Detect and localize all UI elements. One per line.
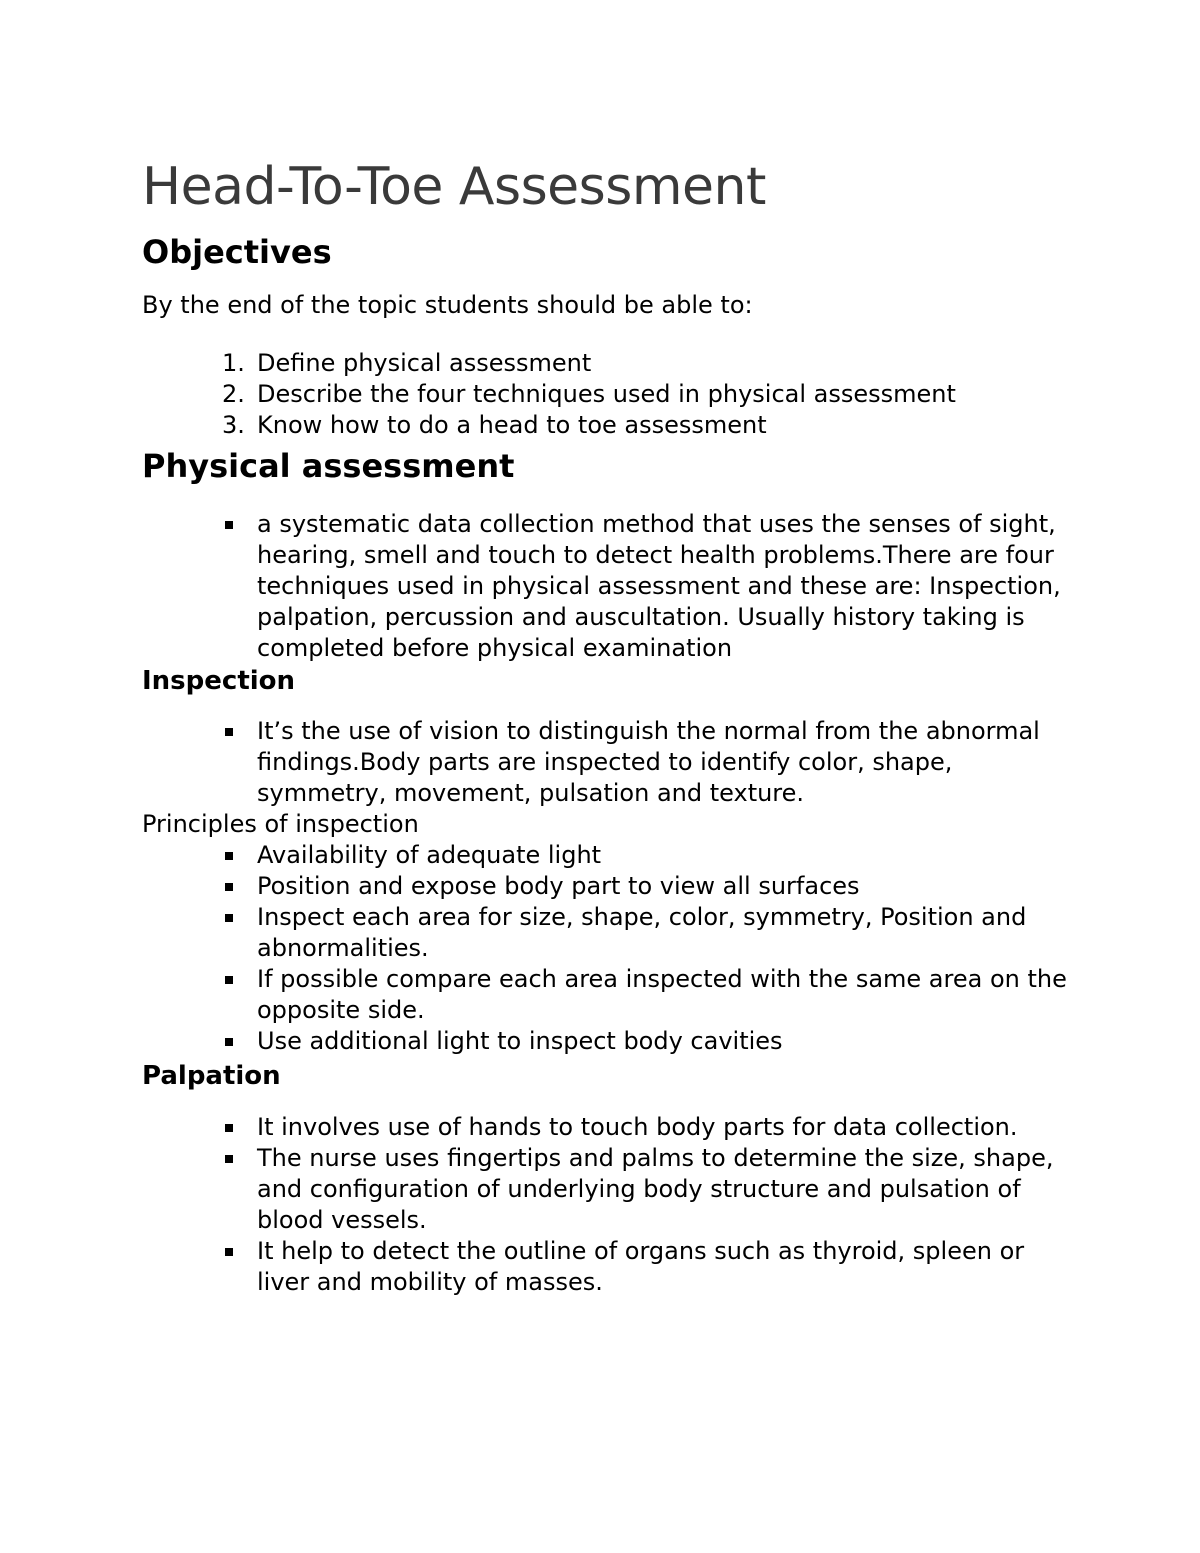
list-item-text: Describe the four techniques used in physical assessment (257, 380, 956, 408)
list-item-text: Position and expose body part to view all surfaces (257, 872, 860, 900)
list-item (142, 509, 1072, 664)
list-item-text: If possible compare each area inspected with the same area on the opposite side. (257, 965, 1067, 1024)
square-bullet-icon (225, 1155, 233, 1163)
list-number: 1. (222, 349, 245, 377)
objectives-heading: Objectives (142, 233, 332, 271)
palpation-list (142, 1112, 1072, 1298)
inspection-list (142, 716, 1072, 809)
list-item (142, 348, 1072, 379)
inspection-heading: Inspection (142, 666, 296, 696)
square-bullet-icon (225, 728, 233, 736)
list-item (142, 871, 1072, 902)
list-item-text: Know how to do a head to toe assessment (257, 411, 767, 439)
document-page (142, 150, 1072, 1298)
list-item-text: Use additional light to inspect body cavities (257, 1027, 783, 1055)
physical-assessment-heading: Physical assessment (142, 447, 515, 485)
square-bullet-icon (225, 521, 233, 529)
list-item (142, 840, 1072, 871)
principles-label: Principles of inspection (142, 810, 419, 838)
square-bullet-icon (225, 883, 233, 891)
list-item-text: a systematic data collection method that uses the senses of sight, hearing, smell and touch to detect health problems.There are four techniques used in physical assessment and these are: Inspection, palpation, percussion and auscultation. Usually history taking is completed before physical examination (257, 510, 1061, 662)
list-item (142, 902, 1072, 964)
list-item (142, 410, 1072, 441)
list-number: 2. (222, 380, 245, 408)
objectives-intro: By the end of the topic students should be able to: (142, 291, 753, 319)
list-item-text: It help to detect the outline of organs such as thyroid, spleen or liver and mobility of masses. (257, 1237, 1025, 1296)
list-item (142, 1143, 1072, 1236)
list-item (142, 716, 1072, 809)
list-item-text: It’s the use of vision to distinguish the normal from the abnormal findings.Body parts are inspected to identify color, shape, symmetry, movement, pulsation and texture. (257, 717, 1040, 807)
list-number: 3. (222, 411, 245, 439)
list-item-text: Inspect each area for size, shape, color, symmetry, Position and abnormalities. (257, 903, 1027, 962)
list-item (142, 1026, 1072, 1057)
list-item-text: The nurse uses fingertips and palms to determine the size, shape, and configuration of underlying body structure and pulsation of blood vessels. (257, 1144, 1054, 1234)
objectives-list (142, 348, 1072, 441)
document-title: Head-To-Toe Assessment (142, 157, 766, 217)
square-bullet-icon (225, 976, 233, 984)
list-item (142, 1236, 1072, 1298)
list-item-text: Availability of adequate light (257, 841, 602, 869)
list-item (142, 379, 1072, 410)
principles-list (142, 840, 1072, 1057)
square-bullet-icon (225, 852, 233, 860)
physical-assessment-list (142, 509, 1072, 664)
square-bullet-icon (225, 914, 233, 922)
list-item-text: Define physical assessment (257, 349, 592, 377)
list-item-text: It involves use of hands to touch body parts for data collection. (257, 1113, 1018, 1141)
list-item (142, 964, 1072, 1026)
square-bullet-icon (225, 1248, 233, 1256)
square-bullet-icon (225, 1038, 233, 1046)
square-bullet-icon (225, 1124, 233, 1132)
palpation-heading: Palpation (142, 1061, 281, 1091)
list-item (142, 1112, 1072, 1143)
